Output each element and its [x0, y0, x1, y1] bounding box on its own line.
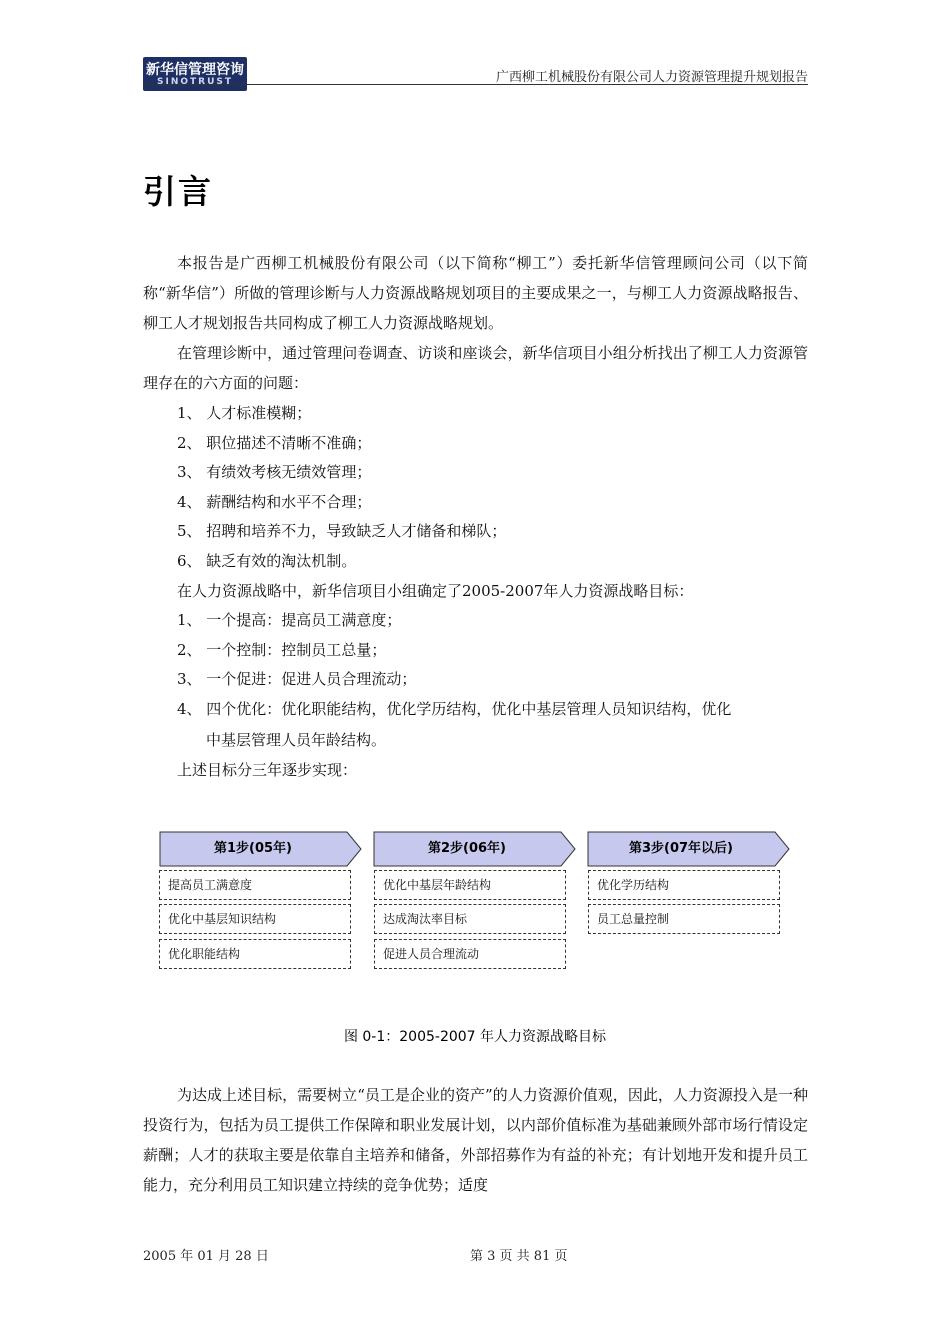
goal-item-2: 2、 一个控制：控制员工总量；	[177, 641, 387, 659]
goal-item-3: 3、 一个促进：促进人员合理流动；	[177, 670, 417, 688]
phases-intro: 上述目标分三年逐步实现：	[177, 761, 358, 779]
intro-paragraph-2: 在管理诊断中，通过管理问卷调查、访谈和座谈会，新华信项目小组分析找出了柳工人力资源管理存在的六方面的问题：	[143, 344, 808, 392]
intro-paragraph-1: 本报告是广西柳工机械股份有限公司（以下简称“柳工”）委托新华信管理顾问公司（以下简称“新华信”）所做的管理诊断与人力资源战略规划项目的主要成果之一，与柳工人力资源战略报告、柳工人才规划报告共同构成了柳工人力资源战略规划。	[143, 254, 808, 332]
header-divider	[143, 84, 808, 85]
step-2-item-3: 促进人员合理流动	[374, 939, 566, 969]
step-2-item-1: 优化中基层年龄结构	[374, 870, 566, 900]
step-2-title: 第2步(06年)	[427, 841, 507, 856]
report-title: 广西柳工机械股份有限公司人力资源管理提升规划报告	[495, 70, 808, 85]
goal-item-4-continued: 中基层管理人员年龄结构。	[206, 731, 387, 749]
step-2-header	[373, 831, 575, 867]
figure-caption: 图 0-1：2005-2007 年人力资源战略目标	[343, 1029, 607, 1045]
step-1-header	[159, 831, 361, 867]
step-1-item-2: 优化中基层知识结构	[159, 904, 351, 934]
problem-item-3: 3、 有绩效考核无绩效管理；	[177, 463, 372, 481]
goal-item-1: 1、 一个提高：提高员工满意度；	[177, 611, 402, 629]
problem-item-4: 4、 薪酬结构和水平不合理；	[177, 493, 372, 511]
problem-item-5: 5、 招聘和培养不力，导致缺乏人才储备和梯队；	[177, 522, 507, 540]
step-3-title: 第3步(07年以后)	[628, 841, 734, 856]
problem-item-1: 1、 人才标准模糊；	[177, 404, 312, 422]
footer-date: 2005 年 01 月 28 日	[143, 1249, 269, 1264]
footer-page-number: 第 3 页 共 81 页	[470, 1249, 568, 1264]
step-2-item-2: 达成淘汰率目标	[374, 904, 566, 934]
company-logo	[143, 57, 247, 91]
problem-item-6: 6、 缺乏有效的淘汰机制。	[177, 552, 357, 570]
step-3-header	[587, 831, 789, 867]
logo-subtext: SINOTRUST	[156, 77, 233, 87]
goals-intro: 在人力资源战略中，新华信项目小组确定了2005-2007年人力资源战略目标：	[177, 582, 694, 600]
problem-item-2: 2、 职位描述不清晰不准确；	[177, 434, 372, 452]
logo-text: 新华信管理咨询	[146, 62, 244, 78]
step-1-item-3: 优化职能结构	[159, 939, 351, 969]
step-3-item-1: 优化学历结构	[588, 870, 780, 900]
goal-item-4: 4、 四个优化：优化职能结构，优化学历结构，优化中基层管理人员知识结构，优化	[177, 700, 732, 718]
closing-paragraph: 为达成上述目标，需要树立“员工是企业的资产”的人力资源价值观，因此，人力资源投入是一种投资行为，包括为员工提供工作保障和职业发展计划，以内部价值标准为基础兼顾外部市场行情设定薪酬；人才的获取主要是依靠自主培养和储备，外部招募作为有益的补充；有计划地开发和提升员工能力，充分利用员工知识建立持续的竞争优势；适度	[143, 1086, 808, 1194]
step-1-item-1: 提高员工满意度	[159, 870, 351, 900]
step-1-title: 第1步(05年)	[213, 841, 293, 856]
step-3-item-2: 员工总量控制	[588, 904, 780, 934]
page-title: 引言	[143, 172, 213, 211]
